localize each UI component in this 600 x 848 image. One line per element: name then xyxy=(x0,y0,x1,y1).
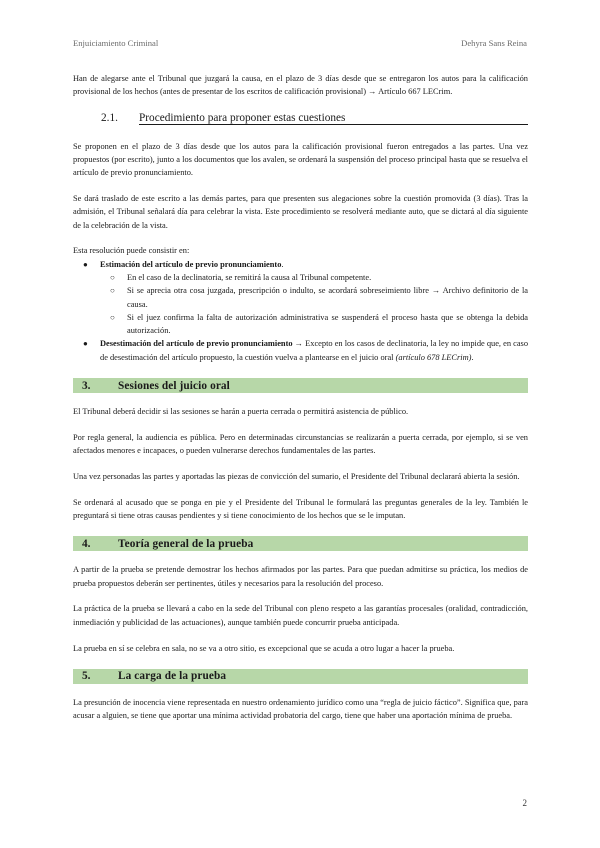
sub-list-item xyxy=(100,311,528,338)
sub-list-item xyxy=(100,271,528,284)
sub-list xyxy=(100,271,528,337)
page-content xyxy=(73,72,528,722)
paragraph: A partir de la prueba se pretende demostrar los hechos afirmados por las partes. Para que puedan admitirse su práctica, los medios de prueba propuestos deberán ser pertinentes, útiles y necesarios para la resolución del proceso. xyxy=(73,565,528,588)
resolution-intro: Esta resolución puede consistir en: xyxy=(73,246,190,256)
paragraph: La presunción de inocencia viene representada en nuestro ordenamiento jurídico como una “regla de juicio fáctico”. Significa que, para acusar a alguien, se tiene que aportar una mínima actividad probatoria del cargo, tiene que haber una aportación mínima de prueba. xyxy=(73,697,528,721)
circle-bullet-icon: ○ xyxy=(110,286,115,296)
list-item xyxy=(73,337,528,364)
sub-list-item xyxy=(100,284,528,311)
section-title: Teoría general de la prueba xyxy=(118,537,254,550)
list-item-bold: Desestimación del artículo de previo pronunciamiento xyxy=(100,339,293,349)
paragraph: Se proponen en el plazo de 3 días desde que los autos para la calificación provisional fueron entregados a las partes. Una vez propuestos (por escrito), junto a los documentos que los avalen, se ordenará la suspensión del proceso principal hasta que se resuelva el artículo de previo pronunciamiento. xyxy=(73,141,528,178)
list-item-text: . xyxy=(281,259,284,269)
section-title: Sesiones del juicio oral xyxy=(118,379,230,392)
circle-bullet-icon: ○ xyxy=(110,272,115,282)
section-title: La carga de la prueba xyxy=(118,670,227,683)
section-heading xyxy=(73,536,528,551)
list-item-citation: (artículo 678 LECrim) xyxy=(395,352,472,362)
header-author: Dehyra Sans Reina xyxy=(461,38,527,48)
sub-list-item-text: Si el juez confirma la falta de autorización administrativa se suspenderá el proceso hasta que se obtenga la debida autorización. xyxy=(127,312,528,336)
circle-bullet-icon: ○ xyxy=(110,312,115,322)
header-course-title: Enjuiciamiento Criminal xyxy=(73,38,159,48)
paragraph: Por regla general, la audiencia es pública. Pero en determinadas circunstancias se realizarán a puerta cerrada, por ejemplo, si se ven afectados menores e incapaces, o pueden vulnerarse derechos fundamentales de las partes. xyxy=(73,432,528,456)
paragraph: Una vez personadas las partes y aportadas las piezas de convicción del sumario, el Presidente del Tribunal declarará abierta la sesión. xyxy=(73,471,520,481)
sub-list-item-text: En el caso de la declinatoria, se remitirá la causa al Tribunal competente. xyxy=(127,272,372,282)
paragraph: La práctica de la prueba se llevará a cabo en la sede del Tribunal con pleno respeto a las garantías procesales (oralidad, contradicción, inmediación y publicidad de las actuaciones), aunque también puede concurrir prueba anticipada. xyxy=(73,604,528,627)
bullet-icon: ● xyxy=(83,339,88,349)
paragraph: Se dará traslado de este escrito a las demás partes, para que presenten sus alegaciones sobre la cuestión promovida (3 días). Tras la admisión, el Tribunal señalará día para celebrar la vista. Este procedimiento se resolverá mediante auto, que se dictará al día siguiente de la celebración de la vista. xyxy=(73,193,528,230)
list-item-text: → Excepto en los casos de declinatoria, la ley no impide que, en caso de desestimación del artículo propuesto, la cuestión vuelva a plantearse en el juicio oral xyxy=(100,339,529,362)
section-number: 5. xyxy=(82,670,91,683)
section-heading xyxy=(73,669,528,684)
list-item-end: . xyxy=(471,352,474,362)
resolution-list xyxy=(73,258,528,364)
paragraph: La prueba en sí se celebra en sala, no se va a otro sitio, es excepcional que se acuda a otro lugar a hacer la prueba. xyxy=(73,643,455,653)
sub-list-item-text: Si se aprecia otra cosa juzgada, prescripción o indulto, se acordará sobreseimiento libre → Archivo definitorio de la causa. xyxy=(127,286,528,309)
section-heading xyxy=(73,378,528,393)
subsection-number: 2.1. xyxy=(101,111,118,124)
section-number: 4. xyxy=(82,537,91,550)
list-item-bold: Estimación del artículo de previo pronunciamiento xyxy=(100,259,282,269)
paragraph: Se ordenará al acusado que se ponga en pie y el Presidente del Tribunal le formulará las preguntas generales de la ley. También le preguntará si tiene otras causas pendientes y si tiene conocimiento de los hechos que se le imputan. xyxy=(73,497,528,521)
subsection-heading xyxy=(73,112,528,125)
page-number: 2 xyxy=(522,798,527,808)
paragraph: El Tribunal deberá decidir si las sesiones se harán a puerta cerrada o permitirá asistencia de público. xyxy=(73,407,409,417)
list-item xyxy=(73,258,528,338)
section-number: 3. xyxy=(82,379,91,392)
subsection-title: Procedimiento para proponer estas cuestiones xyxy=(139,112,528,125)
bullet-icon: ● xyxy=(83,259,88,269)
intro-paragraph: Han de alegarse ante el Tribunal que juzgará la causa, en el plazo de 3 días desde que se entregaron los autos para la calificación provisional de los hechos (antes de presentar de los escritos de calificación provisional) → Artículo 667 LECrim. xyxy=(73,74,528,97)
